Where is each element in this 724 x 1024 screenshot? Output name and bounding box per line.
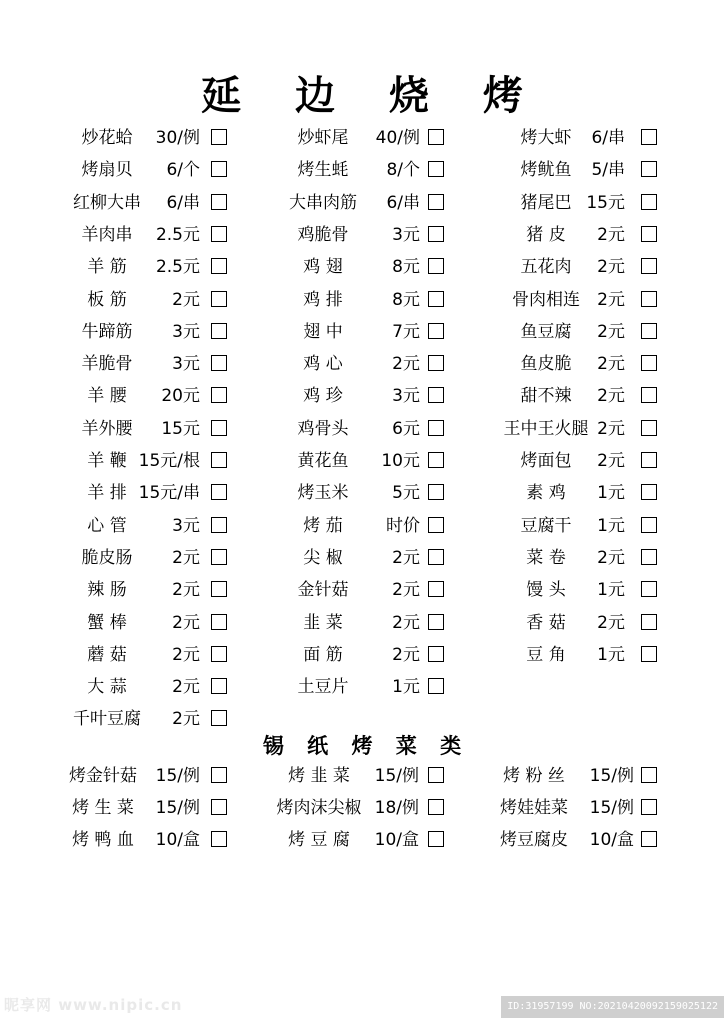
item-checkbox[interactable] <box>641 614 657 630</box>
item-price: 6/串 <box>386 192 420 213</box>
item-name: 甜不辣 <box>520 386 572 407</box>
item-name: 鸡 排 <box>303 289 343 310</box>
item-price: 2元 <box>392 644 420 665</box>
item-checkbox[interactable] <box>641 226 657 242</box>
item-name: 大 蒜 <box>87 677 127 698</box>
item-price: 2元 <box>172 580 200 601</box>
item-price: 10/盒 <box>589 830 634 850</box>
item-name: 千叶豆腐 <box>73 709 141 730</box>
item-name: 烤扇贝 <box>81 160 133 181</box>
item-checkbox[interactable] <box>641 323 657 339</box>
item-name: 烤肉沫尖椒 <box>276 798 362 818</box>
item-name: 菜 卷 <box>526 547 566 568</box>
menu-item <box>0 449 724 473</box>
menu-item <box>0 352 724 376</box>
item-checkbox[interactable] <box>211 710 227 726</box>
item-name: 素 鸡 <box>526 483 566 504</box>
item-price: 2元 <box>172 547 200 568</box>
item-name: 烤玉米 <box>297 483 349 504</box>
item-price: 2元 <box>392 354 420 375</box>
item-price: 1元 <box>597 644 625 665</box>
item-name: 烤金针菇 <box>69 766 137 786</box>
item-price: 2元 <box>392 547 420 568</box>
image-id-label: ID:31957199 NO:20210420092159025122 <box>501 996 724 1018</box>
item-name: 馒 头 <box>526 580 566 601</box>
item-price: 15元 <box>161 418 200 439</box>
menu-item <box>0 417 724 441</box>
item-checkbox[interactable] <box>641 161 657 177</box>
item-name: 鸡骨头 <box>297 418 349 439</box>
page-title: 延 边 烧 烤 <box>201 72 543 119</box>
item-checkbox[interactable] <box>641 581 657 597</box>
item-name: 心 管 <box>87 515 127 536</box>
item-price: 2元 <box>597 418 625 439</box>
item-price: 15/例 <box>589 798 634 818</box>
item-price: 3元 <box>172 321 200 342</box>
item-name: 烤面包 <box>520 451 572 471</box>
item-name: 红柳大串 <box>73 192 141 213</box>
item-name: 羊 筋 <box>87 257 127 278</box>
item-name: 鸡脆骨 <box>297 224 349 245</box>
item-name: 板 筋 <box>87 289 127 310</box>
item-name: 鱼皮脆 <box>520 354 572 375</box>
item-name: 辣 肠 <box>87 580 127 601</box>
watermark: 昵享网 www.nipic.cn <box>4 996 183 1014</box>
item-name: 五花肉 <box>520 257 572 278</box>
item-checkbox[interactable] <box>641 129 657 145</box>
item-checkbox[interactable] <box>641 194 657 210</box>
item-price: 2元 <box>172 709 200 730</box>
menu-item <box>0 288 724 312</box>
item-price: 6/串 <box>166 192 200 213</box>
item-checkbox[interactable] <box>641 831 657 847</box>
item-name: 羊 腰 <box>87 386 127 407</box>
item-checkbox[interactable] <box>641 258 657 274</box>
item-name: 韭 菜 <box>303 612 343 633</box>
item-checkbox[interactable] <box>641 355 657 371</box>
item-name: 王中王火腿 <box>503 418 589 439</box>
item-price: 3元 <box>392 386 420 407</box>
item-name: 蟹 棒 <box>87 612 127 633</box>
menu-item <box>0 481 724 505</box>
item-name: 尖 椒 <box>303 547 343 568</box>
foil-item <box>0 796 724 820</box>
item-name: 猪 皮 <box>526 224 566 245</box>
item-price: 2元 <box>172 612 200 633</box>
item-checkbox[interactable] <box>641 387 657 403</box>
item-name: 羊 鞭 <box>87 451 127 471</box>
item-name: 烤娃娃菜 <box>500 798 568 818</box>
item-price: 2元 <box>597 354 625 375</box>
item-checkbox[interactable] <box>641 420 657 436</box>
item-name: 羊 排 <box>87 483 127 504</box>
item-price: 8元 <box>392 289 420 310</box>
item-price: 15/例 <box>589 766 634 786</box>
menu-item <box>0 546 724 570</box>
item-name: 牛蹄筋 <box>81 321 133 342</box>
item-price: 3元 <box>172 515 200 536</box>
item-checkbox[interactable] <box>641 646 657 662</box>
item-price: 15元 <box>586 192 625 213</box>
item-name: 翅 中 <box>303 321 343 342</box>
item-price: 1元 <box>597 580 625 601</box>
item-price: 6/个 <box>166 160 200 181</box>
item-price: 10/盒 <box>155 830 200 850</box>
item-name: 黄花鱼 <box>297 451 349 471</box>
menu-item <box>0 675 724 699</box>
item-name: 烤 鸭 血 <box>72 830 134 850</box>
section-title-foil: 锡 纸 烤 菜 类 <box>262 733 470 758</box>
item-price: 1元 <box>597 483 625 504</box>
foil-item <box>0 764 724 788</box>
item-price: 2元 <box>597 257 625 278</box>
item-price: 15/例 <box>155 766 200 786</box>
item-price: 2元 <box>597 224 625 245</box>
item-price: 20元 <box>161 386 200 407</box>
item-price: 2元 <box>172 289 200 310</box>
item-checkbox[interactable] <box>641 291 657 307</box>
item-name: 鸡 珍 <box>303 386 343 407</box>
item-checkbox[interactable] <box>641 452 657 468</box>
item-checkbox[interactable] <box>641 767 657 783</box>
item-name: 豆腐干 <box>520 515 572 536</box>
item-price: 7元 <box>392 321 420 342</box>
item-name: 炒虾尾 <box>297 128 349 148</box>
item-name: 面 筋 <box>303 644 343 665</box>
item-name: 羊肉串 <box>81 224 133 245</box>
item-name: 鸡 翅 <box>303 257 343 278</box>
item-price: 1元 <box>597 515 625 536</box>
item-checkbox[interactable] <box>428 678 444 694</box>
item-price: 2元 <box>597 289 625 310</box>
item-name: 脆皮肠 <box>81 547 133 568</box>
item-price: 2元 <box>597 547 625 568</box>
item-name: 鱼豆腐 <box>520 321 572 342</box>
item-price: 15/例 <box>155 798 200 818</box>
item-price: 40/例 <box>375 128 420 148</box>
item-price: 2元 <box>597 386 625 407</box>
item-name: 金针菇 <box>297 580 349 601</box>
item-price: 2.5元 <box>155 257 200 278</box>
menu-item <box>0 643 724 667</box>
menu-item <box>0 611 724 635</box>
item-price: 3元 <box>172 354 200 375</box>
item-checkbox[interactable] <box>641 549 657 565</box>
item-price: 时价 <box>386 515 420 536</box>
item-name: 烤 茄 <box>303 515 343 536</box>
item-name: 烤生蚝 <box>297 160 349 181</box>
item-name: 烤 粉 丝 <box>503 766 565 786</box>
item-name: 烤 豆 腐 <box>288 830 350 850</box>
foil-item <box>0 828 724 852</box>
item-name: 大串肉筋 <box>289 192 357 213</box>
menu-item <box>0 707 724 731</box>
item-price: 2元 <box>172 677 200 698</box>
item-price: 1元 <box>392 677 420 698</box>
item-name: 蘑 菇 <box>87 644 127 665</box>
item-price: 2元 <box>597 451 625 471</box>
item-price: 10元 <box>381 451 420 471</box>
menu-item <box>0 255 724 279</box>
menu-item <box>0 126 724 150</box>
menu-item <box>0 191 724 215</box>
menu-item <box>0 384 724 408</box>
item-price: 6元 <box>392 418 420 439</box>
menu-item <box>0 223 724 247</box>
item-price: 5元 <box>392 483 420 504</box>
item-price: 15/例 <box>374 766 419 786</box>
item-name: 骨肉相连 <box>512 289 580 310</box>
item-name: 炒花蛤 <box>81 128 133 148</box>
item-name: 土豆片 <box>297 677 349 698</box>
item-checkbox[interactable] <box>641 517 657 533</box>
item-price: 2元 <box>597 321 625 342</box>
item-name: 鸡 心 <box>303 354 343 375</box>
item-name: 烤 韭 菜 <box>288 766 350 786</box>
item-price: 15元/根 <box>138 451 200 471</box>
item-price: 10/盒 <box>374 830 419 850</box>
item-name: 羊外腰 <box>81 418 133 439</box>
item-name: 猪尾巴 <box>520 192 572 213</box>
item-name: 烤大虾 <box>520 128 572 148</box>
item-price: 2元 <box>597 612 625 633</box>
item-checkbox[interactable] <box>641 799 657 815</box>
item-price: 8/个 <box>386 160 420 181</box>
item-price: 30/例 <box>155 128 200 148</box>
item-price: 2元 <box>392 612 420 633</box>
item-price: 18/例 <box>374 798 419 818</box>
item-name: 烤 生 菜 <box>72 798 134 818</box>
item-price: 15元/串 <box>138 483 200 504</box>
item-name: 羊脆骨 <box>81 354 133 375</box>
item-checkbox[interactable] <box>641 484 657 500</box>
menu-item <box>0 578 724 602</box>
item-price: 8元 <box>392 257 420 278</box>
item-price: 5/串 <box>591 160 625 181</box>
menu-item <box>0 158 724 182</box>
item-price: 2元 <box>392 580 420 601</box>
item-name: 烤豆腐皮 <box>500 830 568 850</box>
item-price: 2元 <box>172 644 200 665</box>
item-price: 2.5元 <box>155 224 200 245</box>
item-name: 香 菇 <box>526 612 566 633</box>
item-name: 豆 角 <box>526 644 566 665</box>
menu-item <box>0 514 724 538</box>
item-name: 烤鱿鱼 <box>520 160 572 181</box>
item-price: 3元 <box>392 224 420 245</box>
menu-item <box>0 320 724 344</box>
item-price: 6/串 <box>591 128 625 148</box>
